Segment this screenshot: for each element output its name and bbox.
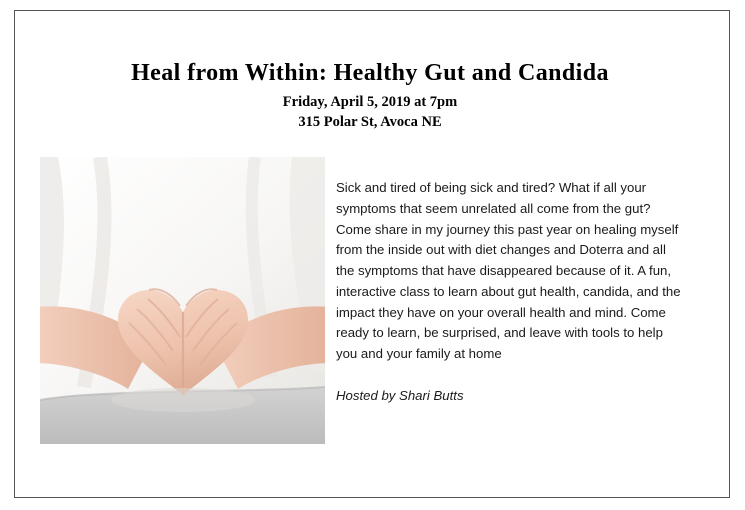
event-datetime: Friday, April 5, 2019 at 7pm xyxy=(282,94,458,111)
heart-hands-photo xyxy=(40,157,325,444)
title-block xyxy=(30,60,710,131)
event-address: 315 Polar St, Avoca NE xyxy=(298,113,442,130)
host-line: Hosted by Shari Butts xyxy=(336,388,464,403)
event-title: Heal from Within: Healthy Gut and Candida xyxy=(131,60,609,86)
event-description: Sick and tired of being sick and tired? What if all your symptoms that seem unrelated all come from the gut? Come share in my journey this past year on healing myself from the inside out with diet changes and Doterra and all the symptoms that have disappeared because of it. A fun, interactive class to learn about gut health, candida, and the impact they have on your overall health and mind. Come ready to learn, be surprised, and leave with tools to help you and your family at home xyxy=(336,180,681,361)
